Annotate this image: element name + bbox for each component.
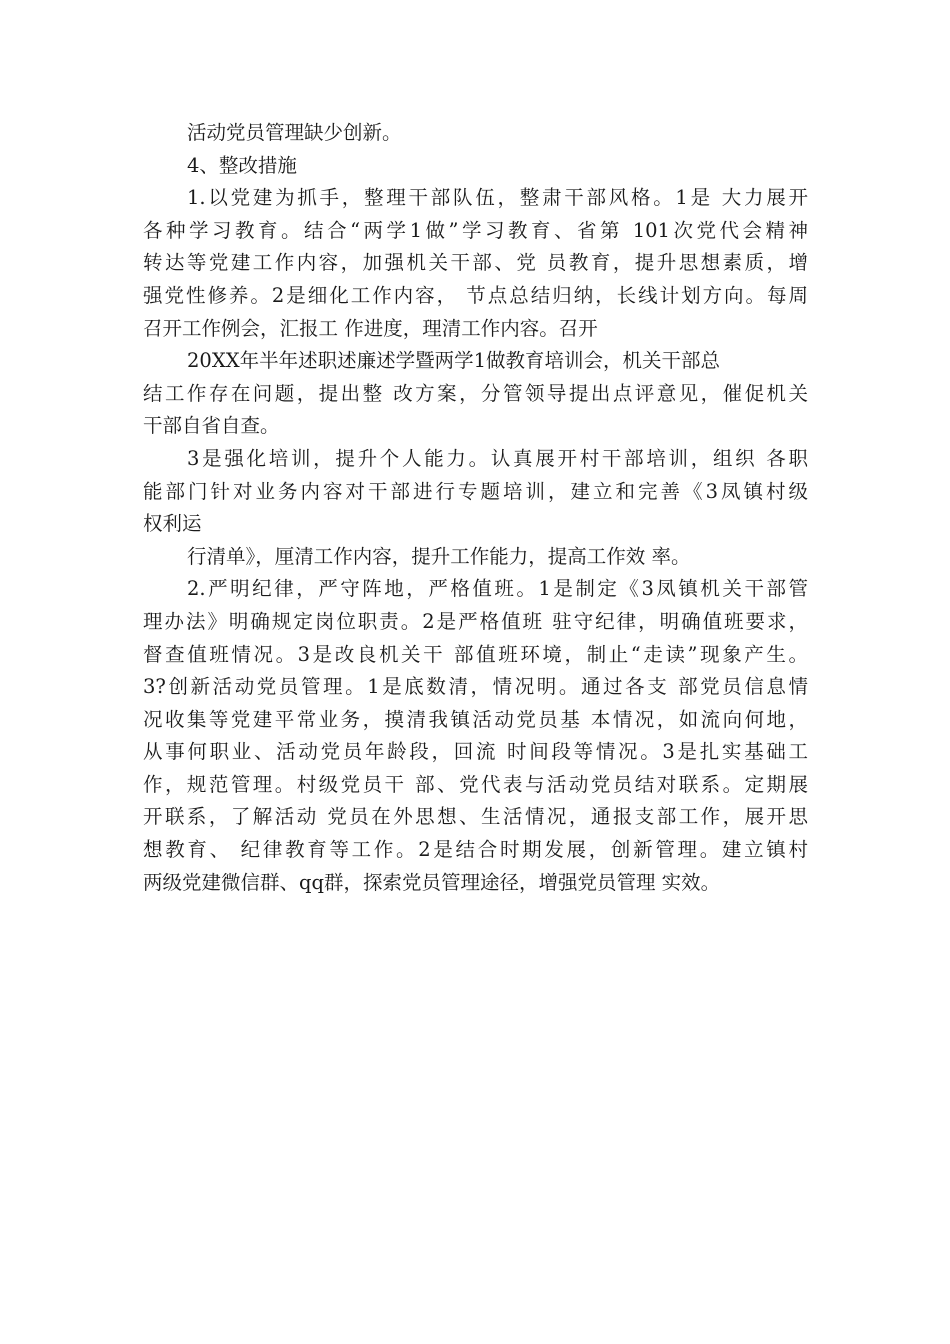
document-body <box>143 117 808 899</box>
text-line: 3是强化培训，提升个人能力。认真展开村干部培训，组织 各职 <box>187 446 808 470</box>
text-line: 从事何职业、活动党员年龄段，回流 时间段等情况。3是扎实基础工 <box>143 740 808 764</box>
text-line: 开联系，了解活动 党员在外思想、生活情况，通报支部工作，展开思 <box>143 805 808 829</box>
text-line: 3?创新活动党员管理。1是底数清，情况明。通过各支 部党员信息情 <box>143 675 808 699</box>
text-line: 想教育、 纪律教育等工作。2是结合时期发展，创新管理。建立镇村 <box>143 838 808 862</box>
text-line: 况收集等党建平常业务，摸清我镇活动党员基 本情况，如流向何地， <box>143 707 808 731</box>
text-line: 理办法》明确规定岗位职责。2是严格值班 驻守纪律，明确值班要求， <box>143 609 808 633</box>
text-line: 作，规范管理。村级党员干 部、党代表与活动党员结对联系。定期展 <box>143 772 808 796</box>
text-line: 督查值班情况。3是改良机关干 部值班环境，制止“走读”现象产生。 <box>143 642 808 666</box>
text-line: 4、整改措施 <box>187 153 297 177</box>
text-line: 两级党建微信群、qq群，探索党员管理途径，增强党员管理 实效。 <box>143 870 721 894</box>
text-line: 2.严明纪律，严守阵地，严格值班。1是制定《3凤镇机关干部管 <box>187 577 808 601</box>
text-line: 20XX年半年述职述廉述学暨两学1做教育培训会，机关干部总 <box>187 349 720 373</box>
text-line: 结工作存在问题，提出整 改方案，分管领导提出点评意见，催促机关 <box>143 381 808 405</box>
text-line: 权利运 <box>143 512 202 536</box>
text-line: 强党性修养。2是细化工作内容， 节点总结归纳，长线计划方向。每周 <box>143 283 808 307</box>
text-line: 转达等党建工作内容，加强机关干部、党 员教育，提升思想素质，增 <box>143 251 808 275</box>
text-line: 活动党员管理缺少创新。 <box>187 121 402 144</box>
text-line: 1.以党建为抓手，整理干部队伍，整肃干部风格。1是 大力展开 <box>187 186 808 210</box>
text-line: 干部自省自查。 <box>143 414 280 438</box>
text-line: 各种学习教育。结合“两学1做”学习教育、省第 101次党代会精神 <box>143 218 808 242</box>
text-line: 行清单》，厘清工作内容，提升工作能力，提高工作效 率。 <box>187 544 691 568</box>
text-line: 能部门针对业务内容对干部进行专题培训，建立和完善《3凤镇村级 <box>143 479 808 503</box>
text-line: 召开工作例会，汇报工 作进度，理清工作内容。召开 <box>143 316 598 340</box>
